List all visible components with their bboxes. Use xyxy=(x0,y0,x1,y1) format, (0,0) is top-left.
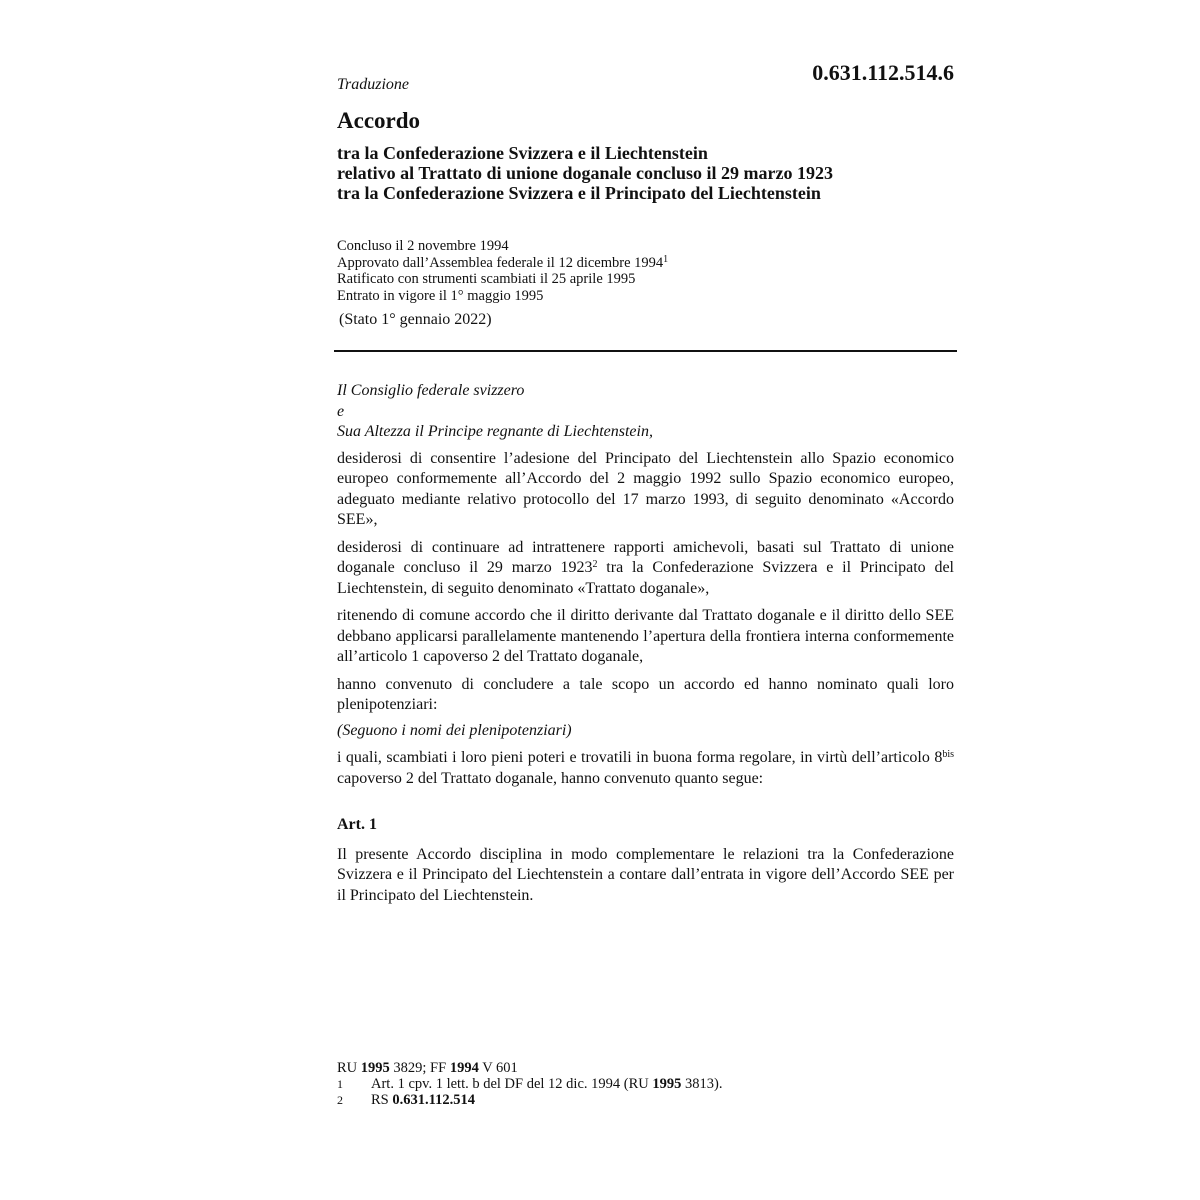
preamble-paragraph-4: hanno convenuto di concludere a tale scopo un accordo ed hanno nominato quali loro plenipotenziari: xyxy=(337,675,954,713)
ff-page: V 601 xyxy=(478,1060,518,1076)
footnotes xyxy=(337,1060,722,1108)
sr-reference-link[interactable]: 0.631.112.514 xyxy=(392,1092,475,1108)
subtitle-line: relativo al Trattato di unione doganale concluso il 29 marzo 1923 xyxy=(337,163,833,183)
document-title: Accordo xyxy=(337,108,421,133)
concluded-date: Concluso il 2 novembre 1994 xyxy=(337,238,509,254)
superscript-bis: bis xyxy=(942,749,954,760)
paragraph-text: i quali, scambiati i loro pieni poteri e trovatili in buona forma regolare, in virtù dell’articolo 8 xyxy=(337,749,943,766)
document-body xyxy=(337,381,954,906)
preamble-paragraph-6 xyxy=(337,748,954,789)
article-1-heading: Art. 1 xyxy=(337,816,377,833)
subtitle-line: tra la Confederazione Svizzera e il Liechtenstein xyxy=(337,143,708,163)
footnote-1 xyxy=(337,1076,722,1092)
paragraph-text: capoverso 2 del Trattato doganale, hanno convenuto quanto segue: xyxy=(337,769,764,787)
footnote-ref-1[interactable]: 1 xyxy=(663,253,669,265)
approved-text: Approvato dall’Assemblea federale il 12 dicembre 1994 xyxy=(337,254,664,271)
translation-label: Traduzione xyxy=(337,76,410,93)
footnote-number: 2 xyxy=(337,1093,343,1107)
preamble-paragraph-3: ritenendo di comune accordo che il diritto derivante dal Trattato doganale e il diritto dello SEE debbano applicarsi parallelamente mantenendo l’apertura della frontiera interna conformemente all’articolo 1 capoverso 2 del Trattato doganale, xyxy=(337,607,954,665)
paragraph-text: tra la Confederazione Svizzera e il Principato del Liechtenstein, di seguito denominato «Trattato doganale», xyxy=(337,559,954,597)
document-number: 0.631.112.514.6 xyxy=(812,60,954,85)
footnote-ref-2[interactable]: 2 xyxy=(592,559,598,570)
footnote-text: RS 0.631.112.514 xyxy=(371,1092,475,1108)
status-date: (Stato 1° gennaio 2022) xyxy=(339,311,492,328)
in-force-date: Entrato in vigore il 1° maggio 1995 xyxy=(337,287,544,304)
party-2: Sua Altezza il Principe regnante di Liechtenstein, xyxy=(337,423,653,440)
ratified-date: Ratificato con strumenti scambiati il 25 aprile 1995 xyxy=(337,271,636,287)
ru-label: RU xyxy=(337,1060,361,1076)
publication-reference xyxy=(337,1060,722,1076)
article-1-text: Il presente Accordo disciplina in modo complementare le relazioni tra la Confederazione Svizzera e il Principato del Liechtenstein a contare dall’entrata in vigore dell’Accordo SEE per il Principato del Liechtenstein. xyxy=(337,845,954,904)
party-conjunction: e xyxy=(337,402,345,420)
footnote-text: Art. 1 cpv. 1 lett. b del DF del 12 dic. 1994 (RU 1995 3813). xyxy=(371,1076,723,1092)
preamble-paragraph-1: desiderosi di consentire l’adesione del Principato del Liechtenstein allo Spazio economico europeo conformemente all’Accordo del 2 maggio 1992 sullo Spazio economico europeo, adeguato mediante relativo protocollo del 17 marzo 1993, di seguito denominato «Accordo SEE», xyxy=(337,449,954,528)
footnote-number: 1 xyxy=(337,1077,343,1091)
document-subtitle xyxy=(337,143,833,203)
party-1: Il Consiglio federale svizzero xyxy=(337,382,525,399)
ru-year: 1995 xyxy=(360,1060,390,1076)
paragraph-text: desiderosi di continuare ad intrattenere rapporti amichevoli, basati sul Trattato di unione doganale concluso il 29 marzo 1923 xyxy=(337,538,954,576)
preamble-paragraph-2 xyxy=(337,538,954,600)
approved-date xyxy=(337,255,668,272)
subtitle-line: tra la Confederazione Svizzera e il Principato del Liechtenstein xyxy=(337,183,821,203)
header-divider xyxy=(334,350,957,352)
footnote-2 xyxy=(337,1092,722,1108)
ff-year: 1994 xyxy=(449,1060,479,1076)
plenipotentiaries-note: (Seguono i nomi dei plenipotenziari) xyxy=(337,721,572,739)
metadata-block xyxy=(337,238,668,304)
ru-page: 3829; FF xyxy=(389,1060,450,1076)
